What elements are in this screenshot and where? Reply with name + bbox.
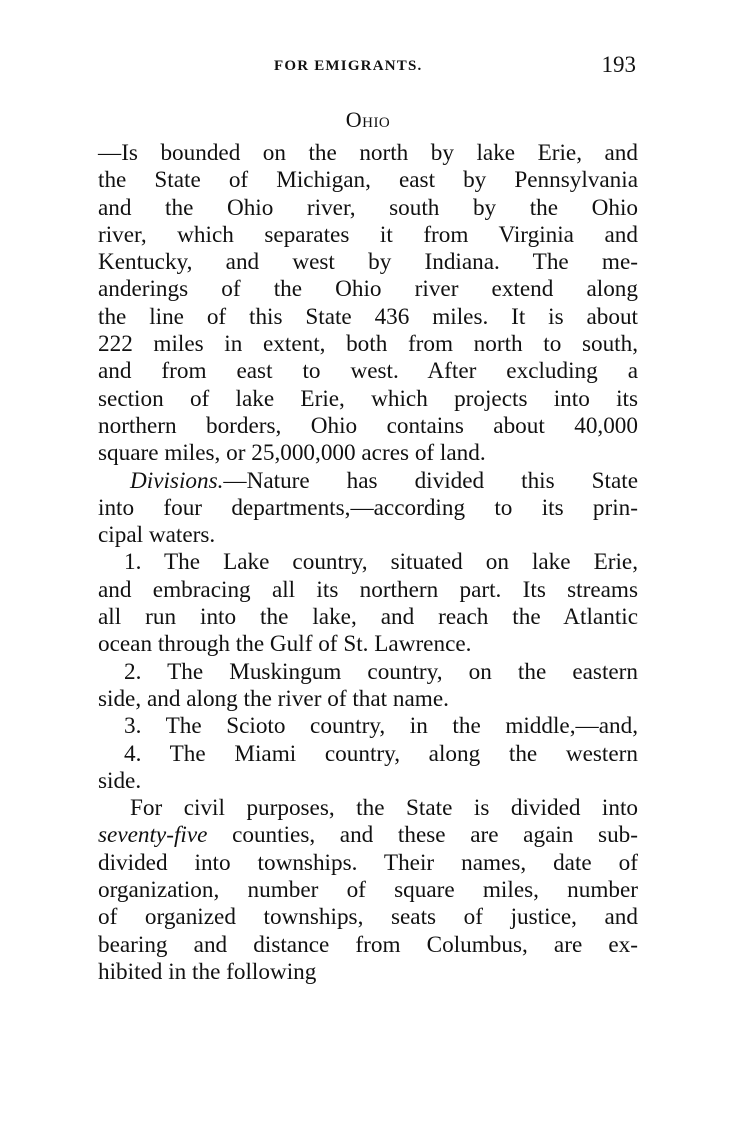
division-item-lake-country bbox=[98, 549, 638, 658]
text-line: bearing and distance from Columbus, are ex- bbox=[98, 931, 638, 958]
text-line: anderings of the Ohio river extend along bbox=[98, 276, 638, 303]
text-line bbox=[98, 468, 638, 495]
divisions-heading: Divisions. bbox=[130, 467, 224, 494]
text-line: and from east to west. After excluding a bbox=[98, 358, 638, 385]
text-line: organization, number of square miles, number bbox=[98, 877, 638, 904]
text-line: Kentucky, and west by Indiana. The me- bbox=[98, 249, 638, 276]
text-span: counties, and these are again sub- bbox=[207, 822, 638, 849]
paragraph-civil-purposes bbox=[98, 795, 638, 986]
text-line: 222 miles in extent, both from north to south, bbox=[98, 331, 638, 358]
text-line bbox=[98, 822, 638, 849]
running-head bbox=[98, 52, 638, 82]
text-line: 1. The Lake country, situated on lake Erie, bbox=[124, 549, 638, 576]
text-line: and the Ohio river, south by the Ohio bbox=[98, 194, 638, 221]
text-span: —Nature has divided this State bbox=[223, 467, 638, 494]
text-line: 3. The Scioto country, in the middle,—and, bbox=[124, 713, 638, 740]
body-text bbox=[98, 140, 638, 986]
text-line: cipal waters. bbox=[98, 522, 216, 549]
text-line: For civil purposes, the State is divided into bbox=[130, 795, 638, 822]
text-line: 4. The Miami country, along the western bbox=[124, 740, 638, 767]
text-line: the State of Michigan, east by Pennsylvania bbox=[98, 167, 638, 194]
running-title: FOR EMIGRANTS. bbox=[274, 58, 423, 74]
text-line: of organized townships, seats of justice, and bbox=[98, 904, 638, 931]
division-item-scioto-country bbox=[98, 713, 638, 740]
division-item-miami-country bbox=[98, 741, 638, 796]
section-title: Ohio bbox=[345, 107, 391, 132]
text-line: into four departments,—according to its prin- bbox=[98, 494, 638, 521]
text-line: side. bbox=[98, 767, 142, 794]
page-number: 193 bbox=[601, 52, 636, 77]
text-line: river, which separates it from Virginia and bbox=[98, 221, 638, 248]
paragraph-boundaries bbox=[98, 140, 638, 468]
text-line: hibited in the following bbox=[98, 958, 317, 985]
text-line: 2. The Muskingum country, on the eastern bbox=[124, 658, 638, 685]
division-item-muskingum-country bbox=[98, 659, 638, 714]
text-line: section of lake Erie, which projects into its bbox=[98, 385, 638, 412]
text-line: northern borders, Ohio contains about 40,000 bbox=[98, 412, 638, 439]
text-line: and embracing all its northern part. Its streams bbox=[98, 576, 638, 603]
text-line: square miles, or 25,000,000 acres of land. bbox=[98, 440, 486, 467]
text-line: side, and along the river of that name. bbox=[98, 685, 449, 712]
seventy-five-italic: seventy-five bbox=[98, 822, 208, 849]
text-line: ocean through the Gulf of St. Lawrence. bbox=[98, 631, 472, 658]
text-line: the line of this State 436 miles. It is about bbox=[98, 303, 638, 330]
text-line: all run into the lake, and reach the Atlantic bbox=[98, 604, 638, 631]
text-line: divided into townships. Their names, date of bbox=[98, 849, 638, 876]
text-line: —Is bounded on the north by lake Erie, and bbox=[98, 140, 638, 166]
paragraph-divisions bbox=[98, 468, 638, 550]
